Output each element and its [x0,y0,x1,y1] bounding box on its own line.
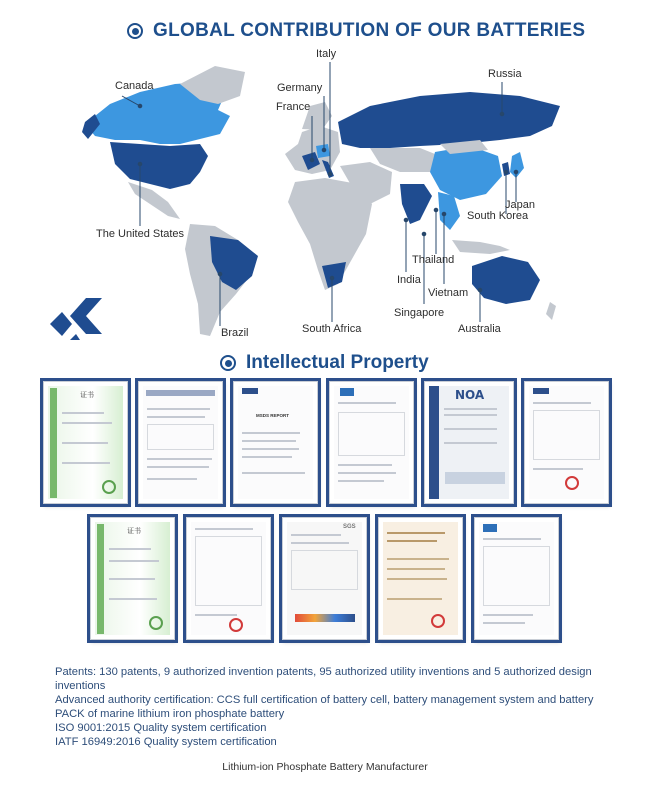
certificate-caption: MSDS REPORT [256,413,290,418]
certificate-sgs[interactable] [282,517,367,640]
intellectual-property-title-text: Intellectual Property [246,352,429,373]
label-india: India [397,274,421,286]
global-contribution-title-text: GLOBAL CONTRIBUTION OF OUR BATTERIES [153,20,586,41]
label-australia: Australia [458,323,501,335]
china-shape [430,146,502,200]
label-south-africa: South Africa [302,323,362,335]
iatf-certification-text: IATF 16949:2016 Quality system certification [55,736,277,748]
label-south-korea: South Korea [467,210,529,222]
label-brazil: Brazil [221,327,249,339]
certificate-4[interactable] [329,381,414,504]
label-russia: Russia [488,68,522,80]
decorative-chevron-small [70,334,80,340]
description-block [55,665,610,749]
authority-certification-text: Advanced authority certification: CCS full certification of battery cell, battery management system and battery PACK of marine lithium iron phosphate battery [55,694,594,720]
label-france: France [276,101,311,113]
label-vietnam: Vietnam [428,287,469,299]
certificate-11[interactable] [474,517,559,640]
circle-bullet-icon [220,355,236,371]
certificate-iatf[interactable] [43,381,128,504]
footer-text: Lithium-ion Phosphate Battery Manufacturer [222,761,428,773]
russia-shape [338,92,560,148]
certificate-caption: 证书 [127,527,141,535]
usa-shape [110,142,208,189]
japan-shape [510,152,524,178]
circle-bullet-icon [127,23,143,39]
patents-text: Patents: 130 patents, 9 authorized invention patents, 95 authorized utility inventions and 5 authorized design inventions [55,666,592,692]
decorative-chevron-mid [70,298,102,334]
label-germany: Germany [277,82,323,94]
certificate-noa[interactable] [424,381,514,504]
label-thailand: Thailand [412,254,455,266]
certificate-2[interactable] [138,381,223,504]
certificate-9[interactable] [186,517,271,640]
label-italy: Italy [316,48,337,60]
certificate-caption: 证书 [80,391,94,399]
global-contribution-title [127,20,585,42]
decorative-chevron-left [50,312,72,336]
indonesia-shape [452,240,510,254]
intellectual-property-title [220,352,429,374]
label-singapore: Singapore [394,307,445,319]
certificate-msds[interactable] [233,381,318,504]
certificate-caption: NOA [455,388,485,402]
certificate-10[interactable] [378,517,463,640]
iso-certification-text: ISO 9001:2015 Quality system certification [55,722,267,734]
certificate-iso9001[interactable] [90,517,175,640]
certificate-caption: SGS [343,524,356,530]
label-canada: Canada [115,80,154,92]
india-shape [400,184,432,224]
certificate-7[interactable] [524,381,609,504]
label-usa: The United States [96,228,185,240]
label-japan: Japan [505,199,535,211]
australia-shape [472,256,540,304]
new-zealand-shape [546,302,556,320]
